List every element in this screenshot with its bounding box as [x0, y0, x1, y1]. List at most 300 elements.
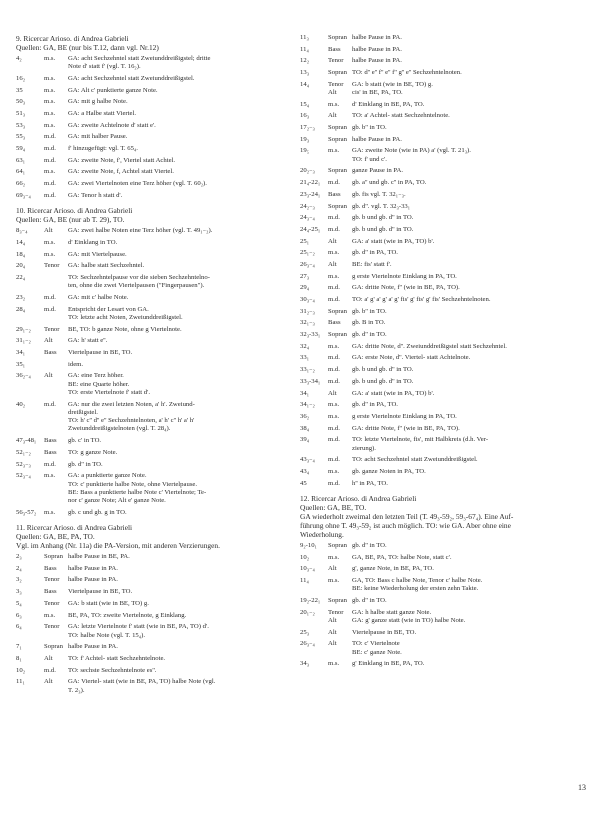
note-entry	[16, 600, 288, 608]
note-entry	[300, 366, 590, 374]
measure-ref: 26₃₋₄	[300, 640, 315, 648]
voice-label: m.d.	[328, 225, 340, 233]
note-entry	[300, 577, 590, 594]
measure-ref: 16₃	[300, 112, 310, 120]
measure-ref: 34₁	[16, 348, 26, 356]
note-entry	[16, 326, 288, 334]
voice-label: m.d.	[328, 214, 340, 222]
voice-label: m.d.	[44, 305, 56, 313]
measure-ref: 64₁	[16, 168, 26, 176]
note-text: Viertelpause in BE, TO.	[352, 628, 417, 636]
voice-label: Sopran	[328, 596, 347, 604]
note-entry	[16, 337, 288, 345]
measure-ref: 24₄-25₁	[300, 225, 321, 233]
note-text: GA: zweite Note (wie in PA) a' (vgl. T. 21₃). TO: f' und c'.	[352, 147, 471, 163]
note-entry	[300, 319, 590, 327]
note-entry	[300, 179, 590, 187]
note-text: TO: Sechzehntelpause vor die sieben Sechzehntelno- ten, ohne die zwei Viertelpausen ("Fingerpausen").	[68, 273, 210, 290]
voice-label: m.d.	[44, 145, 56, 153]
note-text: GA: zwei Viertelnoten eine Terz höher (vgl. T. 60₂).	[68, 180, 207, 188]
note-entry	[16, 372, 288, 397]
measure-ref: 9₂-10₁	[300, 541, 317, 549]
note-text: halbe Pause in PA.	[352, 34, 402, 41]
measure-ref: 34₁₋₂	[300, 401, 315, 409]
note-entry	[16, 667, 288, 675]
voice-label: Sopran	[328, 135, 347, 143]
note-text: g' Einklang in BE, PA, TO.	[352, 660, 425, 668]
note-entry	[16, 401, 288, 434]
voice-label: m.s.	[328, 467, 340, 475]
right-column	[300, 34, 590, 675]
measure-ref: 6₄	[16, 623, 22, 631]
voice-label: m.s.	[328, 147, 340, 155]
measure-ref: 8₁	[16, 654, 22, 662]
measure-ref: 69₃₋₄	[16, 191, 31, 199]
voice-label	[44, 274, 68, 291]
measure-ref: 32₄	[300, 342, 310, 350]
measure-ref: 25₃	[300, 628, 310, 636]
note-text: TO: letzte Viertelnote, fis', mit Halbkreis (d.h. Ver- zierung).	[352, 436, 489, 452]
voice-label: Alt	[44, 654, 53, 662]
page-number: 13	[578, 783, 586, 792]
note-entry	[300, 413, 590, 421]
note-text: TO: acht Sechzehntel statt Zweiunddreißigstel.	[352, 456, 478, 464]
voice-label: Alt	[328, 389, 337, 397]
note-text: gb. b und gb. d'' in TO.	[352, 366, 414, 374]
section-sources: Quellen: GA, BE, PA, TO.	[16, 532, 95, 542]
voice-label: Sopran	[328, 167, 347, 175]
measure-ref: 4₂	[16, 55, 22, 62]
note-text: TO: a' Achtel- statt Sechzehntelnote.	[352, 112, 450, 120]
measure-ref: 3₃	[16, 588, 22, 596]
voice-label: m.s.	[44, 55, 56, 62]
note-text: GA: nur die zwei letzten Noten, a' h'. Zweiund- dreißigstel. TO: h' c'' d'' e'' Sechzehntelnoten, a' h' c'' h' a' h' Zweiunddreißigstelnoten (vgl. T. 28₄).	[68, 400, 195, 433]
measure-ref: 16₂	[16, 74, 26, 82]
note-text: TO: sechste Sechzehntelnote es''.	[68, 666, 157, 674]
voice-label: m.s.	[328, 342, 340, 350]
note-entry	[16, 75, 288, 83]
voice-label: Tenor	[44, 325, 60, 333]
measure-ref: 15₄	[300, 100, 310, 108]
note-entry	[300, 296, 590, 304]
voice-label: m.d.	[44, 180, 56, 188]
note-entry	[16, 157, 288, 165]
measure-ref: 29₄	[300, 284, 310, 292]
section	[300, 494, 590, 669]
voice-label: Sopran	[328, 34, 347, 41]
voice-label: m.s.	[328, 660, 340, 668]
note-text: GA: dritte Note, d''. Zweiunddreißigstel statt Sechzehntel.	[352, 342, 507, 350]
measure-ref: 6₃	[16, 611, 22, 619]
note-text: BE: fis' statt f'.	[352, 260, 392, 268]
note-text: halbe Pause in PA.	[352, 45, 402, 53]
measure-ref: 32₃-33₁	[300, 331, 321, 339]
measure-ref: 20₄	[16, 262, 26, 270]
note-text: Viertelpause in BE, TO.	[68, 588, 133, 596]
measure-ref: 36₂	[300, 412, 310, 420]
note-text: g erste Viertelnote Einklang in PA, TO.	[352, 412, 457, 420]
section-title: 10. Ricercar Arioso. di Andrea Gabrieli	[16, 206, 133, 216]
note-text: GA: zweite Achtelnote d' statt e'.	[68, 121, 156, 129]
measure-ref: 28₄	[16, 305, 26, 313]
note-text: GA: mit g halbe Note.	[68, 98, 128, 106]
note-text: gb. ganze Noten in PA, TO.	[352, 467, 426, 475]
voice-label: Tenor	[44, 599, 60, 607]
note-entry	[16, 87, 288, 95]
measure-ref: 19₃	[300, 135, 310, 143]
note-text: GA, BE, PA, TO: halbe Note, statt c'.	[352, 553, 452, 561]
measure-ref: 31₂₋₃	[300, 307, 315, 315]
measure-ref: 25₁₋₂	[300, 249, 315, 257]
measure-ref: 33₁	[300, 354, 310, 362]
note-entry	[16, 565, 288, 573]
note-text: GA: zweite Note, f, Achtel statt Viertel.	[68, 168, 174, 176]
note-text: gb. d''. vgl. T. 32₃-33₁	[352, 202, 411, 210]
note-entry	[16, 192, 288, 200]
note-entry	[300, 354, 590, 362]
note-entry	[300, 378, 590, 386]
note-text: gb. d'' in TO.	[68, 460, 103, 468]
measure-ref: 11₁	[16, 678, 25, 686]
measure-ref: 66₂	[16, 180, 26, 188]
note-text: halbe Pause in PA.	[68, 576, 118, 584]
voice-label: Bass	[328, 319, 341, 327]
measure-ref: 24₂₋₃	[300, 202, 315, 210]
note-text: h'' in PA, TO.	[352, 479, 388, 487]
note-text: gb. B in TO.	[352, 319, 386, 327]
measure-ref: 10₂	[300, 553, 310, 561]
note-entry	[16, 227, 288, 235]
note-text: GA: b statt (wie in BE, TO) g. cis' in BE, PA, TO.	[352, 80, 433, 97]
voice-label: m.s.	[44, 86, 56, 94]
voice-label: Sopran	[328, 307, 347, 315]
measure-ref: 33₃-34₁	[300, 377, 321, 385]
voice-label: m.s.	[328, 249, 340, 257]
measure-ref: 17₂₋₃	[300, 124, 315, 132]
voice-label: m.d.	[44, 293, 56, 301]
measure-ref: 38₄	[300, 424, 310, 432]
note-entry	[300, 640, 590, 657]
measure-ref: 21₄-22₁	[300, 179, 321, 187]
note-text: GA: letzte Viertelnote f' statt (wie in BE, PA, TO) d'. TO: halbe Note (vgl. T. 15₄).	[68, 623, 209, 639]
voice-label: Alt	[328, 237, 337, 245]
measure-ref: 23₂	[16, 293, 26, 301]
measure-ref: 7₁	[16, 643, 22, 651]
note-entry	[16, 55, 288, 72]
note-entry	[16, 472, 288, 505]
measure-ref: 34₃	[300, 660, 310, 668]
note-entry	[16, 576, 288, 584]
voice-label: m.d.	[328, 479, 340, 487]
measure-ref: 34₁	[300, 389, 310, 397]
voice-label: Bass	[44, 448, 57, 456]
note-entry	[16, 588, 288, 596]
voice-label: m.s.	[44, 508, 56, 516]
section-sources: Vgl. im Anhang (Nr. 11a) die PA-Version, mit anderen Verzierungen.	[16, 541, 220, 551]
voice-label: m.d.	[328, 456, 340, 464]
voice-label: m.d.	[328, 284, 340, 292]
voice-label: m.d.	[44, 666, 56, 674]
note-entry	[300, 597, 590, 605]
note-entry	[16, 110, 288, 118]
measure-ref: 47₃-48₁	[16, 437, 37, 445]
note-entry	[16, 361, 288, 369]
note-entry	[16, 349, 288, 357]
note-text: d' Einklang in TO.	[68, 238, 118, 246]
note-text: GA: erste Note, d''. Viertel- statt Achtelnote.	[352, 354, 471, 362]
section-title: 11. Ricercar Arioso. di Andrea Gabrieli	[16, 523, 133, 533]
note-text: halbe Pause in PA.	[352, 57, 402, 65]
note-entry	[300, 101, 590, 109]
note-entry	[16, 239, 288, 247]
voice-label: Alt	[328, 260, 337, 268]
note-entry	[16, 509, 288, 517]
note-entry	[300, 331, 590, 339]
note-text: gb. b und gb. d'' in TO.	[352, 214, 414, 222]
measure-ref: 36₂₋₄	[16, 372, 31, 380]
note-entry	[300, 46, 590, 54]
measure-ref: 43₄	[300, 467, 310, 475]
note-entry	[16, 623, 288, 640]
measure-ref: 40₂	[16, 400, 26, 408]
note-text: gb. d'' in PA, TO.	[352, 249, 398, 257]
note-entry	[16, 168, 288, 176]
measure-ref: 52₁₋₂	[16, 448, 31, 456]
measure-ref: 45	[300, 479, 307, 487]
note-entry	[16, 553, 288, 561]
note-entry	[300, 124, 590, 132]
note-text: GA: halbe statt Sechzehntel.	[68, 262, 145, 270]
note-entry	[16, 145, 288, 153]
voice-label: m.d.	[328, 377, 340, 385]
note-text: halbe Pause in PA.	[68, 643, 118, 651]
note-entry	[300, 343, 590, 351]
note-entry	[300, 390, 590, 398]
measure-ref: 31₁₋₂	[16, 337, 31, 345]
note-text: GA: dritte Note, f'' (wie in BE, PA, TO).	[352, 284, 460, 292]
note-text: gb. b'' in TO.	[352, 124, 387, 132]
note-text: f' hinzugefügt: vgl. T. 65₄.	[68, 145, 138, 153]
note-text: GA: mit halber Pause.	[68, 133, 128, 141]
measure-ref: 3₂	[16, 576, 22, 584]
note-entry	[300, 542, 590, 550]
voice-label: m.d.	[44, 191, 56, 199]
note-text: GA: a' statt (wie in PA, TO) b'.	[352, 389, 435, 397]
measure-ref: 33₁₋₂	[300, 366, 315, 374]
measure-ref: 11₄	[300, 577, 309, 584]
note-entry	[300, 249, 590, 257]
voice-label: Bass	[44, 588, 57, 596]
measure-ref: 27₃	[300, 272, 310, 280]
measure-ref: 52₃₋₃	[16, 460, 31, 468]
note-text: gb. b und gb. d'' in TO.	[352, 225, 414, 233]
note-entry	[300, 34, 590, 42]
note-text: halbe Pause in PA.	[352, 135, 402, 143]
measure-ref: 51₃	[16, 110, 26, 118]
measure-ref: 10₃₋₄	[300, 565, 315, 573]
note-entry	[300, 308, 590, 316]
note-text: Entspricht der Lesart von GA. TO: letzte acht Noten, Zweiunddreißigstel.	[68, 305, 183, 321]
measure-ref: 10₂	[16, 666, 26, 674]
note-text: TO: c' Viertelnote BE: c' ganze Note.	[352, 640, 402, 656]
note-entry	[16, 306, 288, 323]
note-text: TO: a' g' a' g' a' g' fis' g' fis' g' fis' Sechzehntelnoten.	[352, 296, 491, 304]
note-text: gb. b'' in TO.	[352, 307, 387, 315]
voice-label: Alt	[44, 227, 53, 235]
voice-label: Alt	[328, 640, 337, 648]
measure-ref: 56₃-57₂	[16, 508, 37, 516]
voice-label: m.d.	[328, 354, 340, 362]
note-text: GA: zwei halbe Noten eine Terz höher (vgl. T. 49₁₋₂).	[68, 227, 213, 235]
measure-ref: 11₄	[300, 45, 309, 53]
voice-label: m.s.	[44, 121, 56, 129]
voice-label: Tenor Alt	[328, 80, 344, 97]
voice-label: Sopran	[44, 643, 63, 651]
measure-ref: 19₅	[300, 147, 310, 155]
voice-label: m.s.	[44, 110, 56, 118]
note-entry	[300, 456, 590, 464]
voice-label: Tenor	[328, 57, 344, 65]
note-text: halbe Pause in PA.	[68, 564, 118, 572]
note-text: ganze Pause in PA.	[352, 167, 404, 175]
section-title: 9. Ricercar Arioso. di Andrea Gabrieli	[16, 34, 129, 43]
note-entry	[16, 678, 288, 695]
measure-ref: 52₃₋₄	[16, 472, 31, 480]
measure-ref: 35	[16, 86, 23, 94]
note-text: GA: acht Sechzehntel statt Zweiunddreißigstel.	[68, 74, 195, 82]
note-entry	[300, 436, 590, 453]
measure-ref: 23₃-24₁	[300, 190, 321, 198]
measure-ref: 50₃	[16, 98, 26, 106]
voice-label: m.d.	[44, 133, 56, 141]
measure-ref: 26₃₋₄	[300, 260, 315, 268]
note-text: gb. b und gb. d'' in TO.	[352, 377, 414, 385]
left-column	[16, 34, 288, 701]
measure-ref: 2₄	[16, 564, 22, 572]
note-entry	[300, 468, 590, 476]
voice-label: Sopran	[44, 553, 63, 561]
voice-label: m.s.	[44, 472, 56, 480]
measure-ref: 13₃	[300, 69, 310, 77]
note-entry	[300, 554, 590, 562]
note-text: GA: h' statt e''.	[68, 337, 108, 345]
voice-label: Tenor	[44, 576, 60, 584]
note-text: g', ganze Note, in BE, PA, TO.	[352, 565, 434, 573]
section	[300, 34, 590, 488]
voice-label: m.s.	[44, 250, 56, 258]
section	[16, 523, 288, 695]
note-text: BE, PA, TO: zweite Viertelnote, g Einklang.	[68, 611, 187, 619]
measure-ref: 18₄	[16, 250, 26, 258]
section-sources: GA wiederholt zweimal den letzten Teil (T. 49₃-59₂, 59₃-67₄). Eine Auf- führung ohne T. 49₃-59₂ ist auch möglich. TO: wie GA. Aber ohne eine Wiederholung.	[300, 511, 514, 539]
note-entry	[300, 81, 590, 98]
voice-label: m.s.	[328, 272, 340, 280]
note-text: GA: a Halbe statt Viertel.	[68, 110, 137, 118]
voice-label: m.s.	[44, 168, 56, 176]
measure-ref: 2₃	[16, 553, 22, 561]
note-entry	[16, 655, 288, 663]
voice-label: Alt	[328, 112, 337, 120]
measure-ref: 24₃₋₄	[300, 214, 315, 222]
measure-ref: 55₃	[16, 133, 26, 141]
voice-label: m.s.	[328, 100, 340, 108]
note-text: GA: Viertel- statt (wie in BE, PA, TO) halbe Note (vgl. T. 2₃).	[68, 678, 216, 694]
section-sources: Quellen: GA, BE (nur bis T.12, dann vgl. Nr.12)	[16, 43, 159, 52]
section-sources: Quellen: GA, BE (nur ab T. 29), TO.	[16, 215, 125, 225]
note-entry	[16, 437, 288, 445]
voice-label: Sopran	[328, 69, 347, 77]
measure-ref: 25₁	[300, 237, 310, 245]
measure-ref: 43₃₋₄	[300, 456, 315, 464]
note-text: TO: f' Achtel- statt Sechzehntelnote.	[68, 654, 166, 662]
measure-ref: 20₂₋₃	[300, 167, 315, 175]
note-entry	[300, 480, 590, 488]
voice-label: Alt	[328, 628, 337, 636]
section	[16, 34, 288, 200]
note-entry	[16, 461, 288, 469]
measure-ref: 19₂-22₁	[300, 596, 321, 604]
voice-label: Sopran	[328, 331, 347, 339]
note-text: GA: zweite Note, f', Viertel statt Achtel.	[68, 156, 176, 164]
note-entry	[300, 57, 590, 65]
note-text: GA: a punktierte ganze Note. TO: c' punktierte halbe Note, ohne Viertelpause. BE: Bass a punktierte halbe Note c' Viertelnote; Te- nor c' ganze Note; Alt e' ganze Note.	[68, 472, 207, 505]
note-entry	[300, 565, 590, 573]
voice-label: m.s.	[44, 98, 56, 106]
voice-label: Sopran	[328, 124, 347, 132]
note-text: GA, TO: Bass c halbe Note, Tenor c' halbe Note. BE: keine Wiederholung der ersten zehn Takte.	[352, 577, 483, 593]
voice-label: Alt	[44, 372, 53, 380]
note-text: TO: g ganze Note.	[68, 448, 118, 456]
voice-label: m.s.	[328, 577, 340, 584]
note-text: gb. fis vgl. T. 32₁₋₃.	[352, 190, 406, 198]
measure-ref: 12₂	[300, 57, 310, 65]
note-entry	[300, 214, 590, 222]
note-text: GA: mit c' halbe Note.	[68, 293, 129, 301]
measure-ref: 8₃₋₄	[16, 227, 28, 235]
voice-label: Sopran	[328, 202, 347, 210]
voice-label: m.d.	[328, 436, 340, 444]
note-entry	[16, 449, 288, 457]
voice-label: Bass	[44, 437, 57, 445]
note-entry	[16, 98, 288, 106]
section-sources: Quellen: GA, BE, TO.	[300, 502, 367, 512]
note-entry	[300, 69, 590, 77]
note-text: d' Einklang in BE, PA, TO.	[352, 100, 425, 108]
voice-label: m.s.	[328, 412, 340, 420]
note-entry	[300, 167, 590, 175]
note-entry	[300, 112, 590, 120]
voice-label: m.d.	[44, 460, 56, 468]
note-entry	[300, 660, 590, 668]
voice-label: m.d.	[328, 179, 340, 187]
note-text: GA: h halbe statt ganze Note. GA: g' ganze statt (wie in TO) halbe Note.	[352, 608, 466, 624]
measure-ref: 53₃	[16, 121, 26, 129]
note-entry	[300, 147, 590, 164]
voice-label: m.s.	[328, 553, 340, 561]
measure-ref: 14₄	[300, 80, 310, 88]
note-text: gb. d'' in PA, TO.	[352, 401, 398, 409]
note-text: GA: acht Sechzehntel statt Zweiunddreißigstel; dritte Note d' statt f' (vgl. T. 16₂).	[68, 55, 211, 71]
note-entry	[16, 180, 288, 188]
note-text: GA: mit Viertelpause.	[68, 250, 127, 258]
voice-label: m.d.	[328, 296, 340, 304]
voice-label: Tenor	[44, 623, 60, 631]
note-text: gb. c' in TO.	[68, 437, 102, 445]
voice-label: m.s.	[44, 611, 56, 619]
section-title: 12. Ricercar Arioso. di Andrea Gabrieli	[300, 493, 417, 503]
note-text: gb. d'' in TO.	[352, 596, 387, 604]
note-text: TO: d'' e'' f'' e'' f'' g'' e'' Sechzehntelnoten.	[352, 69, 462, 77]
